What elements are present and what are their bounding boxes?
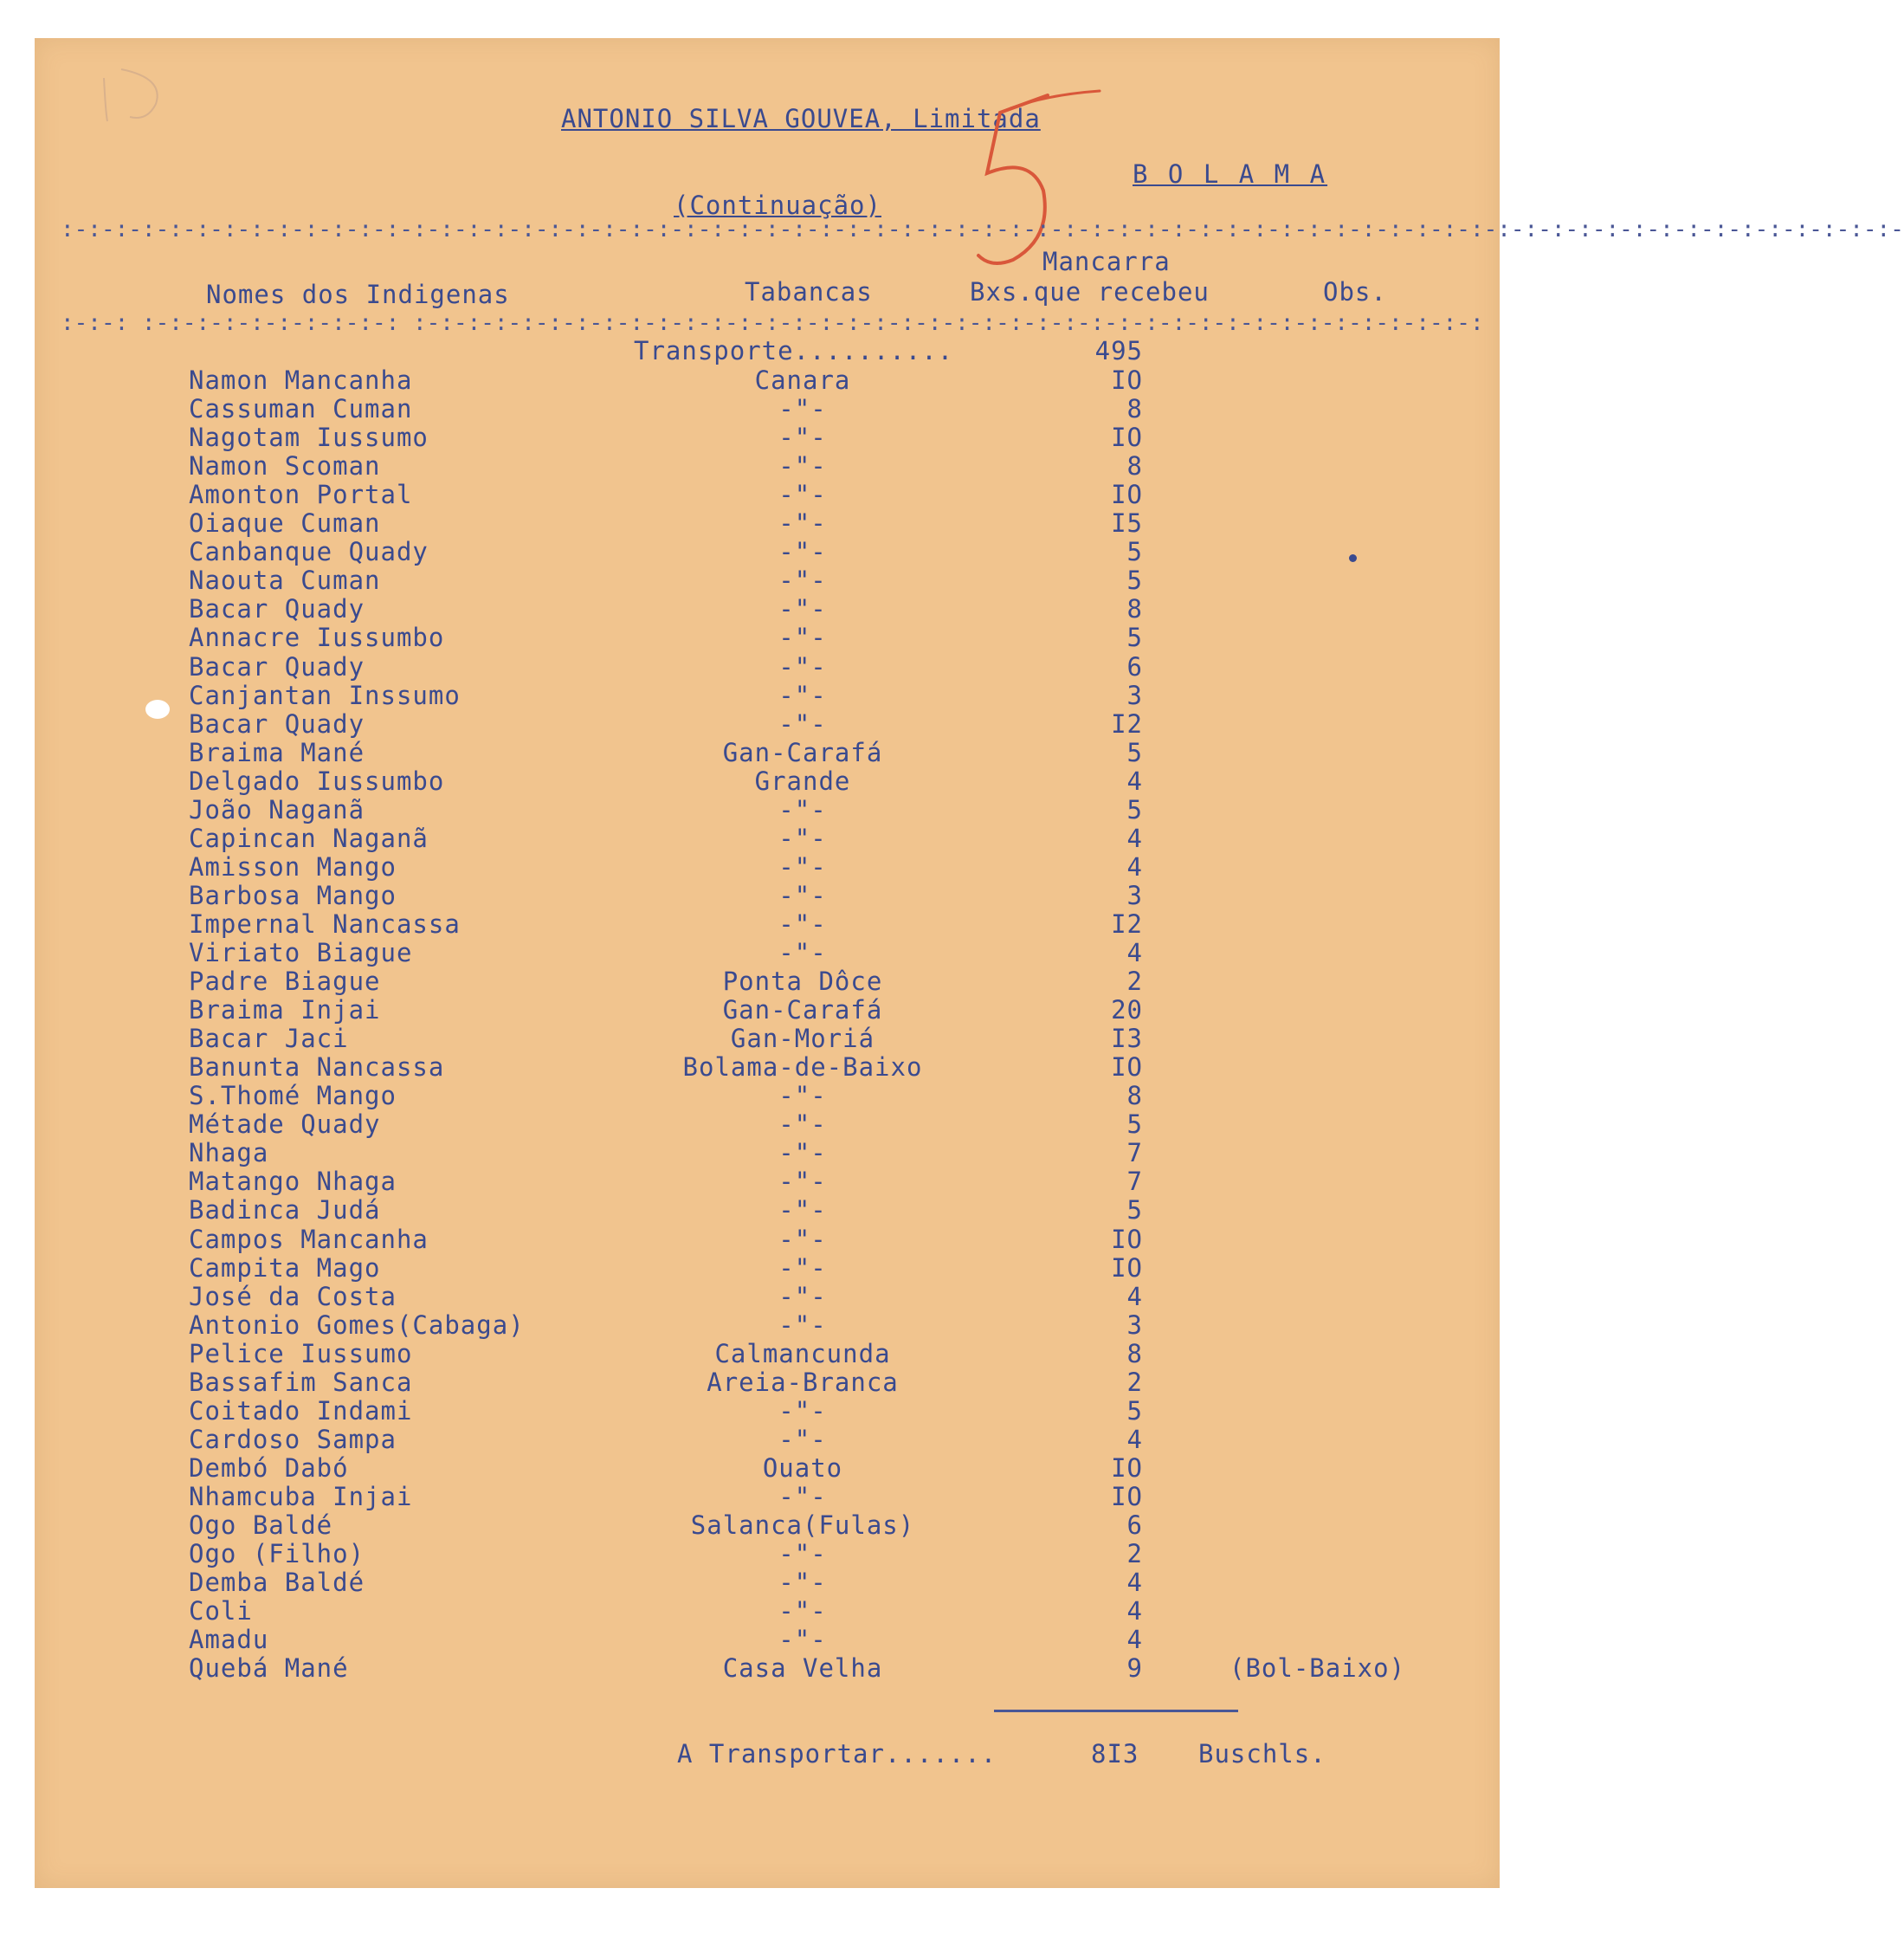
row-tabanca: -"-	[778, 594, 827, 624]
row-obs: (Bol-Baixo)	[1230, 1653, 1406, 1684]
row-name: Bacar Quady	[189, 708, 365, 739]
row-tabanca: -"-	[778, 1081, 827, 1111]
row-name: Padre Biague	[189, 967, 381, 997]
table-row	[0, 1282, 1533, 1310]
row-tabanca: Casa Velha	[722, 1653, 883, 1684]
row-name: Coitado Indami	[189, 1395, 413, 1426]
table-row	[0, 1625, 1533, 1653]
row-tabanca: -"-	[778, 1481, 827, 1511]
transport-out-value: 8I3	[1091, 1739, 1139, 1769]
row-tabanca: -"-	[778, 1167, 827, 1197]
table-row	[0, 1568, 1533, 1596]
row-quantity: 7	[1126, 1138, 1143, 1168]
transport-out-unit: Buschls.	[1198, 1739, 1326, 1769]
row-tabanca: Gan-Carafá	[722, 737, 883, 767]
row-tabanca: -"-	[778, 880, 827, 910]
table-row	[0, 1310, 1533, 1339]
row-quantity: 8	[1126, 1081, 1143, 1111]
table-row	[0, 365, 1533, 394]
row-name: Bacar Jaci	[189, 1024, 349, 1054]
table-row	[0, 766, 1533, 795]
row-tabanca: -"-	[778, 1281, 827, 1311]
row-name: Amisson Mango	[189, 851, 397, 882]
row-quantity: I2	[1111, 708, 1143, 739]
table-row	[0, 795, 1533, 824]
row-quantity: 5	[1126, 566, 1143, 596]
row-name: Cardoso Sampa	[189, 1424, 397, 1454]
row-name: Campita Mago	[189, 1252, 381, 1283]
table-row	[0, 652, 1533, 681]
row-tabanca: -"-	[778, 1109, 827, 1140]
row-tabanca: -"-	[778, 1424, 827, 1454]
row-name: Canbanque Quady	[189, 537, 429, 567]
table-row	[0, 1539, 1533, 1568]
row-tabanca: -"-	[778, 451, 827, 482]
col-mancarra-bottom: Bxs.que recebeu	[970, 277, 1210, 307]
table-row	[0, 594, 1533, 623]
table-row	[0, 1368, 1533, 1396]
row-tabanca: Ponta Dôce	[722, 967, 883, 997]
row-tabanca: -"-	[778, 480, 827, 510]
row-tabanca: -"-	[778, 851, 827, 882]
row-quantity: 20	[1111, 995, 1143, 1025]
row-tabanca: -"-	[778, 823, 827, 853]
table-row	[0, 681, 1533, 709]
row-quantity: 3	[1126, 880, 1143, 910]
table-row	[0, 1510, 1533, 1539]
table-row	[0, 1425, 1533, 1453]
row-quantity: 4	[1126, 938, 1143, 967]
table-row	[0, 881, 1533, 909]
table-row	[0, 423, 1533, 451]
row-name: Pelice Iussumo	[189, 1338, 413, 1368]
row-quantity: IO	[1111, 1224, 1143, 1254]
row-quantity: 2	[1126, 1539, 1143, 1569]
row-quantity: IO	[1111, 1481, 1143, 1511]
table-row	[0, 852, 1533, 881]
row-quantity: IO	[1111, 365, 1143, 395]
row-name: João Naganã	[189, 794, 365, 824]
row-name: Dembó Dabó	[189, 1452, 349, 1483]
row-name: Banunta Nancassa	[189, 1052, 445, 1083]
col-tabancas-header: Tabancas	[745, 277, 873, 307]
table-row	[0, 623, 1533, 651]
row-name: Viriato Biague	[189, 938, 413, 967]
row-quantity: I2	[1111, 909, 1143, 939]
row-quantity: 8	[1126, 394, 1143, 424]
row-name: Amadu	[189, 1625, 269, 1655]
row-quantity: 5	[1126, 623, 1143, 653]
row-tabanca: Grande	[754, 766, 851, 796]
row-tabanca: Bolama-de-Baixo	[682, 1052, 923, 1083]
row-name: Delgado Iussumbo	[189, 766, 445, 796]
row-quantity: 4	[1126, 766, 1143, 796]
row-name: Amonton Portal	[189, 480, 413, 510]
row-quantity: IO	[1111, 1452, 1143, 1483]
row-quantity: 5	[1126, 737, 1143, 767]
pencil-mark	[95, 61, 190, 130]
row-tabanca: -"-	[778, 1596, 827, 1626]
table-row	[0, 938, 1533, 967]
row-name: Quebá Mané	[189, 1653, 349, 1684]
row-tabanca: -"-	[778, 1395, 827, 1426]
row-quantity: 2	[1126, 967, 1143, 997]
row-name: Naouta Cuman	[189, 566, 381, 596]
table-row	[0, 1596, 1533, 1625]
col-obs-header: Obs.	[1323, 277, 1387, 307]
row-quantity: I5	[1111, 508, 1143, 539]
separator-line-header: :-:-: :-:-:-:-:-:-:-:-:-: :-:-:-:-:-:-:-:-:-:-:-:-:-:-:-:-:-:-:-:-:-:-:-:-:-:-:-:-:-:-:-:-:-:-:-:-:-:-:-:	[61, 310, 1484, 336]
row-name: Campos Mancanha	[189, 1224, 429, 1254]
row-tabanca: -"-	[778, 938, 827, 967]
row-quantity: 5	[1126, 1109, 1143, 1140]
row-name: Métade Quady	[189, 1109, 381, 1140]
row-name: Badinca Judá	[189, 1195, 381, 1225]
table-row	[0, 995, 1533, 1024]
table-row	[0, 1225, 1533, 1253]
table-row	[0, 1396, 1533, 1425]
row-tabanca: Ouato	[762, 1452, 843, 1483]
row-tabanca: -"-	[778, 566, 827, 596]
table-row	[0, 1253, 1533, 1282]
row-name: Bacar Quady	[189, 651, 365, 682]
row-tabanca: -"-	[778, 1224, 827, 1254]
company-name: ANTONIO SILVA GOUVEA, Limitada	[561, 104, 1041, 133]
table-row	[0, 1052, 1533, 1081]
table-row	[0, 1081, 1533, 1109]
row-tabanca: -"-	[778, 423, 827, 453]
table-row	[0, 1453, 1533, 1482]
row-tabanca: -"-	[778, 1310, 827, 1340]
row-quantity: IO	[1111, 423, 1143, 453]
row-quantity: 4	[1126, 1281, 1143, 1311]
row-quantity: 8	[1126, 451, 1143, 482]
row-name: Oiaque Cuman	[189, 508, 381, 539]
col-names-header: Nomes dos Indigenas	[206, 280, 510, 309]
row-quantity: 9	[1126, 1653, 1143, 1684]
row-name: Ogo (Filho)	[189, 1539, 365, 1569]
row-tabanca: Gan-Carafá	[722, 995, 883, 1025]
row-quantity: 6	[1126, 1510, 1143, 1540]
row-name: Bacar Quady	[189, 594, 365, 624]
row-tabanca: -"-	[778, 623, 827, 653]
row-name: Canjantan Inssumo	[189, 680, 461, 710]
row-quantity: 4	[1126, 1596, 1143, 1626]
row-name: Matango Nhaga	[189, 1167, 397, 1197]
table-row	[0, 1024, 1533, 1052]
row-name: Bassafim Sanca	[189, 1367, 413, 1397]
table-row	[0, 451, 1533, 480]
table-row	[0, 480, 1533, 508]
row-quantity: 2	[1126, 1367, 1143, 1397]
table-row	[0, 1195, 1533, 1224]
row-name: Nhamcuba Injai	[189, 1481, 413, 1511]
table-row	[0, 566, 1533, 594]
total-rule	[994, 1710, 1238, 1712]
row-quantity: 5	[1126, 1395, 1143, 1426]
row-name: Barbosa Mango	[189, 880, 397, 910]
row-tabanca: -"-	[778, 909, 827, 939]
row-tabanca: -"-	[778, 1195, 827, 1225]
row-tabanca: -"-	[778, 651, 827, 682]
row-name: Antonio Gomes(Cabaga)	[189, 1310, 525, 1340]
row-name: S.Thomé Mango	[189, 1081, 397, 1111]
row-quantity: 4	[1126, 823, 1143, 853]
row-name: Braima Mané	[189, 737, 365, 767]
row-quantity: 6	[1126, 651, 1143, 682]
row-quantity: IO	[1111, 1252, 1143, 1283]
row-quantity: 8	[1126, 1338, 1143, 1368]
row-name: Annacre Iussumbo	[189, 623, 445, 653]
row-quantity: I3	[1111, 1024, 1143, 1054]
table-row	[0, 1339, 1533, 1368]
row-quantity: 3	[1126, 680, 1143, 710]
table-row	[0, 1109, 1533, 1138]
row-tabanca: -"-	[778, 394, 827, 424]
separator-line-top: :-:-:-:-:-:-:-:-:-:-:-:-:-:-:-:-:-:-:-:-:-:-:-:-:-:-:-:-:-:-:-:-:-:-:-:-:-:-:-:-:-:-:-:-:-:-:-:-:-:-:-:-:-:-:-:-:-:-:-:-:-:-:-:-:-:-:-:-	[61, 217, 1904, 242]
row-quantity: 5	[1126, 537, 1143, 567]
table-row	[0, 537, 1533, 566]
table-row	[0, 1653, 1533, 1682]
row-name: Ogo Baldé	[189, 1510, 333, 1540]
row-tabanca: Salanca(Fulas)	[690, 1510, 915, 1540]
table-row	[0, 824, 1533, 852]
row-quantity: 8	[1126, 594, 1143, 624]
row-name: Nhaga	[189, 1138, 269, 1168]
row-tabanca: Canara	[754, 365, 851, 395]
table-row	[0, 738, 1533, 766]
table-row	[0, 1482, 1533, 1510]
row-tabanca: -"-	[778, 1568, 827, 1598]
row-tabanca: -"-	[778, 508, 827, 539]
row-quantity: 5	[1126, 794, 1143, 824]
table-row	[0, 508, 1533, 537]
row-quantity: 3	[1126, 1310, 1143, 1340]
row-tabanca: Calmancunda	[714, 1338, 891, 1368]
table-row	[0, 709, 1533, 738]
transport-out-label: A Transportar.......	[677, 1739, 997, 1769]
row-name: Nagotam Iussumo	[189, 423, 429, 453]
row-name: Demba Baldé	[189, 1568, 365, 1598]
row-tabanca: -"-	[778, 1539, 827, 1569]
row-quantity: 5	[1126, 1195, 1143, 1225]
row-tabanca: -"-	[778, 708, 827, 739]
table-row	[0, 394, 1533, 423]
row-tabanca: -"-	[778, 1138, 827, 1168]
table-row	[0, 909, 1533, 938]
row-tabanca: -"-	[778, 1252, 827, 1283]
row-quantity: IO	[1111, 1052, 1143, 1083]
row-quantity: 4	[1126, 1625, 1143, 1655]
row-name: Impernal Nancassa	[189, 909, 461, 939]
table-row	[0, 1138, 1533, 1167]
row-quantity: 4	[1126, 1568, 1143, 1598]
row-quantity: 4	[1126, 1424, 1143, 1454]
row-name: José da Costa	[189, 1281, 397, 1311]
transport-in-label: Transporte..........	[634, 336, 954, 365]
place-name: B O L A M A	[1133, 159, 1328, 189]
row-tabanca: Areia-Branca	[707, 1367, 899, 1397]
row-tabanca: -"-	[778, 680, 827, 710]
row-name: Braima Injai	[189, 995, 381, 1025]
continuation-label: (Continuação)	[674, 191, 881, 220]
row-tabanca: -"-	[778, 794, 827, 824]
col-mancarra-top: Mancarra	[1042, 247, 1171, 276]
table-row	[0, 967, 1533, 995]
row-name: Namon Mancanha	[189, 365, 413, 395]
row-tabanca: -"-	[778, 537, 827, 567]
row-name: Capincan Naganã	[189, 823, 429, 853]
table-row	[0, 1167, 1533, 1195]
row-name: Coli	[189, 1596, 253, 1626]
row-tabanca: Gan-Moriá	[730, 1024, 875, 1054]
row-quantity: IO	[1111, 480, 1143, 510]
row-quantity: 4	[1126, 851, 1143, 882]
row-quantity: 7	[1126, 1167, 1143, 1197]
row-name: Namon Scoman	[189, 451, 381, 482]
row-name: Cassuman Cuman	[189, 394, 413, 424]
row-tabanca: -"-	[778, 1625, 827, 1655]
transport-in-value: 495	[1094, 336, 1143, 365]
